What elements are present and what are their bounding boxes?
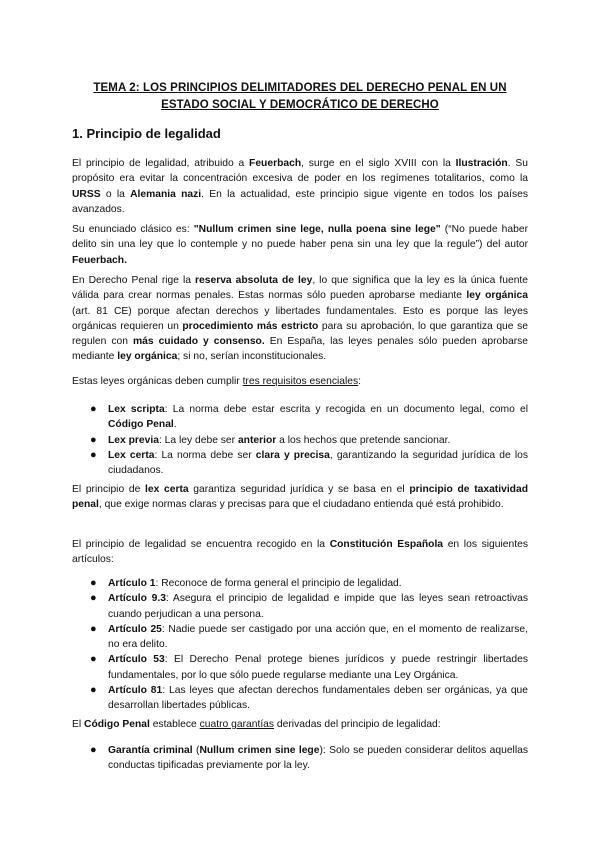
paragraph-constitucion: El principio de legalidad se encuentra recogido en la Constitución Española en los siguientes artículos: <box>72 539 528 566</box>
list-item: ● Artículo 53: El Derecho Penal protege bienes jurídicos y puede restringir libertades fundamentales, por lo que sólo puede regularse mediante una Ley Orgánica. <box>90 653 529 681</box>
list-item: ● Lex previa: La ley debe ser anterior a los hechos que pretende sancionar. <box>90 433 451 446</box>
title-line-2: ESTADO SOCIAL Y DEMOCRÁTICO DE DERECHO <box>161 99 439 111</box>
garantias-list <box>90 743 528 774</box>
paragraph-origin: El principio de legalidad, atribuido a Feuerbach, surge en el siglo XVIII con la Ilustración. Su propósito era evitar la concentración excesiva de poder en los regímenes totalitarios, como la URSS o la Alemania nazi. En la actualidad, este principio sigue vigente en todos los países avanzados. <box>72 158 528 215</box>
document-title <box>72 80 528 114</box>
list-item: ● Garantía criminal (Nullum crimen sine lege): Solo se pueden considerar delitos aquellas conductas tipificadas previamente por la ley. <box>90 744 529 772</box>
paragraph-reserva-ley: En Derecho Penal rige la reserva absoluta de ley, lo que significa que la ley es la única fuente válida para crear normas penales. Estas normas sólo pueden aprobarse mediante ley orgánica (art. 81 CE) porque afectan derechos y libertades fundamentales. Esto es porque las leyes orgánicas requieren un procedimiento más estricto para su aprobación, lo que garantiza que se regulen con más cuidado y consenso. En España, las leyes penales sólo pueden aprobarse mediante ley orgánica; si no, serían inconstitucionales. <box>72 275 529 363</box>
paragraph-requisitos-intro: Estas leyes orgánicas deben cumplir tres requisitos esenciales: <box>72 376 362 387</box>
list-item: ● Lex scripta: La norma debe estar escrita y recogida en un documento legal, como el Código Penal. <box>90 403 528 431</box>
requisitos-list <box>90 402 528 478</box>
section-heading: 1. Principio de legalidad <box>72 126 221 141</box>
title-line-1: TEMA 2: LOS PRINCIPIOS DELIMITADORES DEL DERECHO PENAL EN UN <box>93 82 507 94</box>
paragraph-garantias-intro: El Código Penal establece cuatro garantías derivadas del principio de legalidad: <box>72 719 441 730</box>
paragraph-lex-certa: El principio de lex certa garantiza seguridad jurídica y se basa en el principio de taxatividad penal, que exige normas claras y precisas para que el ciudadano entienda qué está prohibido. <box>72 484 528 511</box>
list-item: ● Artículo 25: Nadie puede ser castigado por una acción que, en el momento de realizarse, no era delito. <box>90 622 528 651</box>
articulos-list <box>90 576 528 714</box>
list-item: ● Lex certa: La norma debe ser clara y precisa, garantizando la seguridad jurídica de los ciudadanos. <box>90 448 528 477</box>
list-item: ● Artículo 1: Reconoce de forma general el principio de legalidad. <box>90 577 402 589</box>
list-item: ● Artículo 9.3: Asegura el principio de legalidad e impide que las leyes sean retroactivas cuando perjudican a una persona. <box>90 592 529 620</box>
paragraph-classic-statement: Su enunciado clásico es: "Nullum crimen sine lege, nulla poena sine lege" (“No puede haber delito sin una ley que lo contemple y no puede haber pena sin una ley que la regule”) del autor Feuerbach. <box>72 224 528 266</box>
list-item: ● Artículo 81: Las leyes que afectan derechos fundamentales deben ser orgánicas, ya que desarrollan libertades públicas. <box>90 684 528 712</box>
